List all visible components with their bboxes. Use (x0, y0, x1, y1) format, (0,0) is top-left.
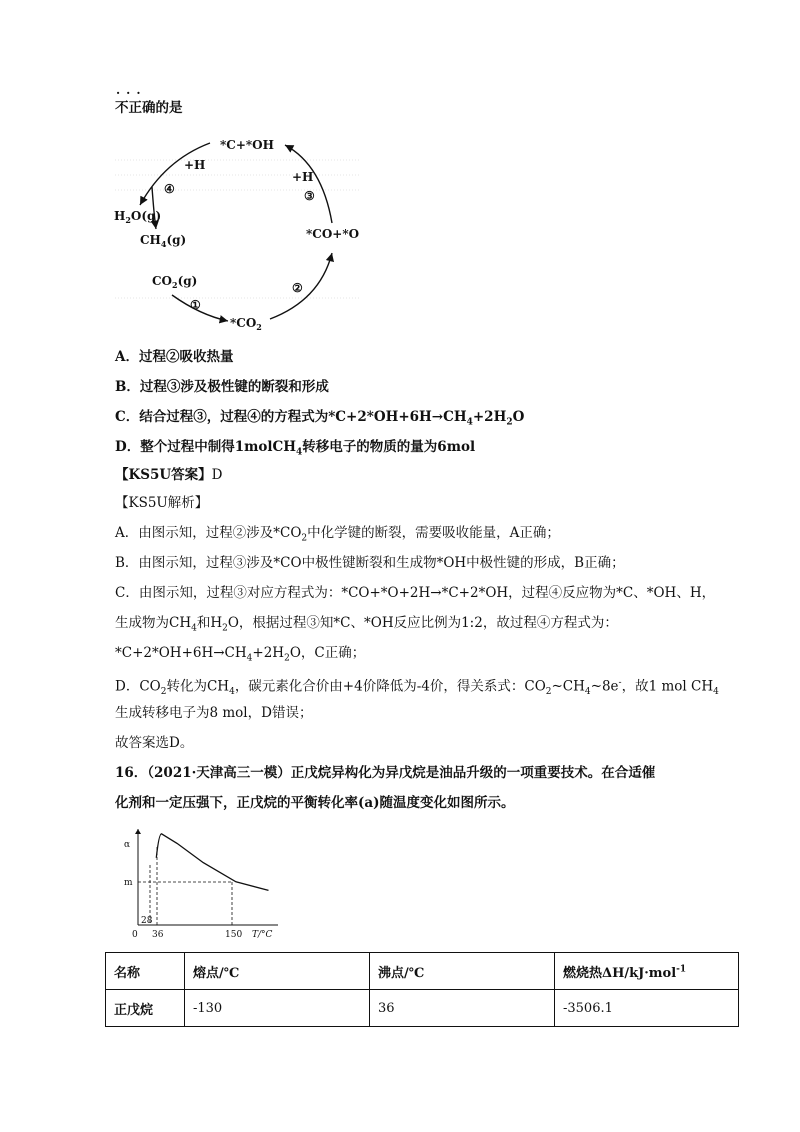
tick-0: 0 (132, 930, 138, 940)
emphasis-dots: ··· (116, 86, 147, 100)
analysis-a: A．由图示知，过程②涉及$*CO_2$中化学键的断裂，需要吸收能量，A正确； (115, 525, 560, 544)
species-co2-gas: $CO_2(g)$ (152, 274, 198, 290)
analysis-c-line3: $*C+2*OH+6H\to CH_4+2H_2O$，C正确； (115, 645, 366, 664)
plus-h-label-step-4: +H (184, 158, 206, 172)
x-axis-label: T/°C (252, 930, 273, 940)
header-boiling-point: 沸点/℃ (370, 953, 555, 990)
species-ch4-gas: $CH_4(g)$ (140, 233, 187, 249)
conversion-temperature-graph (110, 825, 290, 945)
cell-boiling-point: 36 (370, 990, 555, 1027)
answer-line: 【KS5U答案】D (115, 467, 223, 483)
cell-name: 正戊烷 (106, 990, 185, 1027)
species-h2o-gas: $H_2O(g)$ (114, 209, 162, 225)
plus-h-label-step-3: +H (292, 170, 314, 184)
table-header-row (106, 953, 739, 990)
header-name: 名称 (106, 953, 185, 990)
header-combustion-heat: 燃烧热ΔH/kJ·mol$^{-1}$ (555, 953, 739, 990)
analysis-d-line2: 生成转移电子为8 mol，D错误； (115, 705, 313, 721)
cell-melting-point: -130 (185, 990, 370, 1027)
species-co2-adsorbed: $*CO_2$ (230, 316, 262, 332)
option-d: D．整个过程中制得1molCH$_4$转移电子的物质的量为6mol (115, 439, 476, 458)
arrow-step-4a (140, 143, 210, 205)
reaction-cycle-diagram (110, 125, 390, 335)
analysis-c-line2: 生成物为$CH_4$和$H_2O$，根据过程③知*C、*OH反应比例为1:2，故过程④方程式为： (115, 615, 618, 634)
step-1-label: ① (190, 298, 201, 312)
properties-table (105, 952, 739, 1027)
species-co-o: *CO+*O (306, 227, 360, 241)
table-row (106, 990, 739, 1027)
analysis-conclusion: 故答案选D。 (115, 735, 194, 751)
species-c-oh: *C+*OH (220, 138, 274, 152)
question16-line2: 化剂和一定压强下，正戊烷的平衡转化率(a)随温度变化如图所示。 (115, 795, 515, 811)
analysis-c-line1: C．由图示知，过程③对应方程式为：*CO+*O+2H→*C+2*OH，过程④反应物为*C、*OH、H， (115, 585, 716, 601)
analysis-d-line1: D．$CO_2$转化为$CH_4$，碳元素化合价由+4价降低为-4价，得关系式：$CO_2\sim CH_4\sim 8e^-$，故1 mol $CH_4$ (115, 678, 719, 698)
step-2-label: ② (292, 281, 303, 295)
y-mark-m: m (124, 878, 133, 888)
option-b: B．过程③涉及极性键的断裂和形成 (115, 379, 329, 395)
cell-combustion-heat: -3506.1 (555, 990, 739, 1027)
tick-28: 28 (141, 916, 153, 926)
step-3-label: ③ (304, 189, 315, 203)
analysis-b: B．由图示知，过程③涉及*CO中极性键断裂和生成物*OH中极性键的形成，B正确； (115, 555, 625, 571)
step-4-label: ④ (164, 182, 175, 196)
y-axis-label: α (124, 840, 131, 850)
header-melting-point: 熔点/℃ (185, 953, 370, 990)
tick-150: 150 (225, 930, 243, 940)
arrow-step-3 (285, 145, 332, 223)
question16-line1: 16．（2021·天津高三一模）正戊烷异构化为异戊烷是油品升级的一项重要技术。在合适催 (115, 765, 656, 781)
option-c: C．结合过程③，过程④的方程式为$*C+2*OH+6H\to CH_4+2H_2O$ (115, 409, 525, 428)
question-stem-end: 不正确的是 (115, 100, 183, 116)
analysis-tag: 【KS5U解析】 (115, 495, 209, 511)
tick-36: 36 (152, 930, 164, 940)
option-a: A．过程②吸收热量 (115, 349, 234, 365)
